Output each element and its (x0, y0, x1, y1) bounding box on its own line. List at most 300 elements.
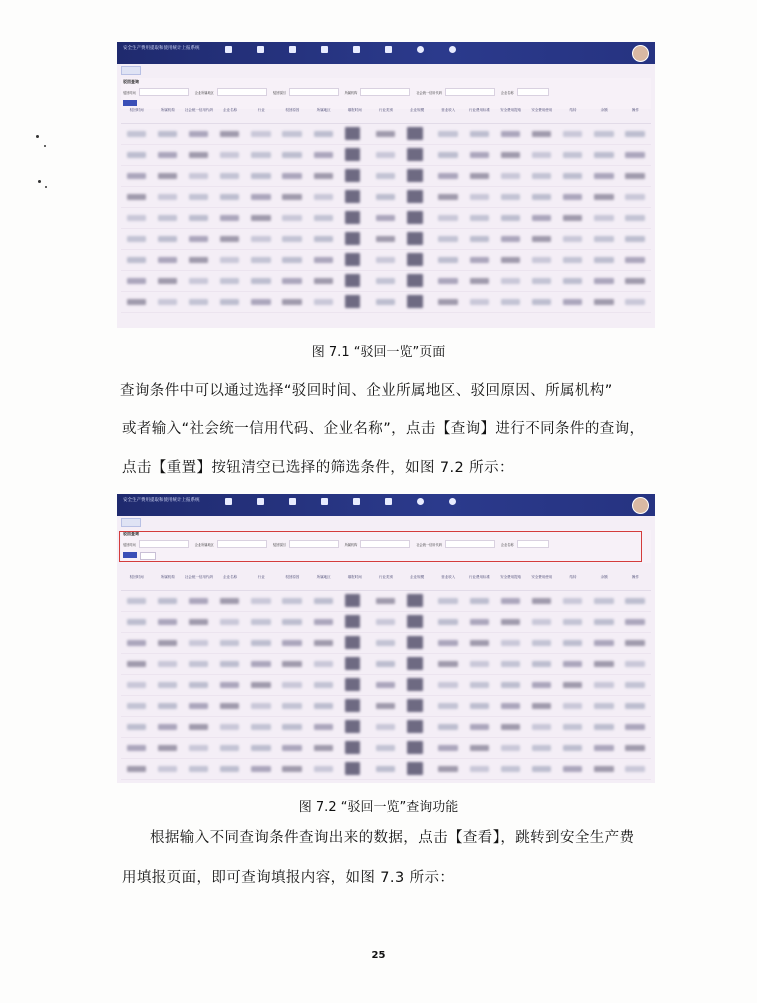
blurred-cell (501, 766, 520, 772)
blurred-cell (220, 236, 239, 242)
table-row[interactable] (121, 696, 651, 717)
blurred-cell (532, 257, 551, 263)
blurred-cell (158, 619, 177, 625)
blurred-cell (532, 619, 551, 625)
blurred-cell (127, 299, 146, 305)
blurred-cell (376, 215, 395, 221)
column-header: 行业费用标准 (468, 574, 490, 579)
blurred-cell (376, 257, 395, 263)
blurred-cell (345, 211, 361, 224)
blurred-cell (127, 766, 146, 772)
blurred-cell (407, 699, 423, 712)
blurred-cell (251, 745, 270, 751)
table-row[interactable] (121, 250, 651, 271)
blurred-cell (438, 745, 457, 751)
blurred-cell (470, 661, 489, 667)
blurred-cell (345, 190, 361, 203)
filter-region[interactable]: 企业所属地区 (195, 540, 267, 548)
blurred-cell (563, 278, 582, 284)
blurred-cell (282, 173, 301, 179)
blurred-cell (438, 703, 457, 709)
blurred-cell (407, 190, 423, 203)
blurred-cell (438, 724, 457, 730)
blurred-cell (189, 173, 208, 179)
blurred-cell (345, 762, 361, 775)
blurred-cell (438, 640, 457, 646)
avatar[interactable] (632, 497, 649, 514)
blurred-cell (314, 236, 333, 242)
blurred-cell (563, 152, 582, 158)
filter-credit-code[interactable]: 社会统一信用代码 (416, 540, 495, 548)
file-icon[interactable] (279, 498, 305, 507)
column-header: 所属地区 (316, 107, 331, 112)
blurred-cell (470, 703, 489, 709)
doc-icon[interactable] (247, 46, 273, 55)
blurred-cell (438, 152, 457, 158)
filter-org[interactable]: 所属机构 (345, 540, 411, 548)
blurred-cell (532, 724, 551, 730)
blurred-cell (594, 152, 613, 158)
blurred-cell (127, 194, 146, 200)
column-header: 行业 (257, 574, 265, 579)
blurred-cell (563, 619, 582, 625)
blurred-cell (251, 682, 270, 688)
blurred-cell (127, 661, 146, 667)
figure-7-1-screenshot (117, 42, 655, 328)
blurred-cell (625, 236, 644, 242)
blurred-cell (563, 703, 582, 709)
blurred-cell (127, 131, 146, 137)
blurred-cell (251, 724, 270, 730)
blurred-cell (470, 215, 489, 221)
blurred-cell (407, 636, 423, 649)
blurred-cell (189, 745, 208, 751)
blurred-cell (594, 619, 613, 625)
blurred-cell (127, 236, 146, 242)
breadcrumb-tab[interactable] (121, 518, 141, 527)
column-header: 营业收入 (441, 574, 456, 579)
blurred-cell (282, 766, 301, 772)
blurred-cell (407, 295, 423, 308)
blurred-cell (532, 152, 551, 158)
column-header: 结转 (569, 574, 577, 579)
margin-mark (36, 135, 39, 138)
table-row[interactable] (121, 633, 651, 654)
blurred-cell (470, 640, 489, 646)
blurred-cell (594, 257, 613, 263)
blurred-cell (594, 682, 613, 688)
blurred-cell (345, 657, 361, 670)
blurred-cell (470, 766, 489, 772)
blurred-cell (314, 745, 333, 751)
blurred-cell (532, 703, 551, 709)
file-icon[interactable] (279, 46, 305, 55)
blurred-cell (407, 232, 423, 245)
blurred-cell (158, 152, 177, 158)
blurred-cell (594, 766, 613, 772)
blurred-cell (282, 703, 301, 709)
blurred-cell (501, 131, 520, 137)
blurred-cell (470, 724, 489, 730)
blurred-cell (158, 598, 177, 604)
blurred-cell (532, 299, 551, 305)
blurred-cell (438, 215, 457, 221)
table-row[interactable] (121, 738, 651, 759)
blurred-cell (345, 741, 361, 754)
table-row[interactable] (121, 166, 651, 187)
paragraph-line: 点击【重置】按钮清空已选择的筛选条件，如图 7.2 所示： (122, 460, 514, 476)
blurred-cell (563, 236, 582, 242)
blurred-cell (127, 152, 146, 158)
column-header: 安全费用使用 (531, 107, 553, 112)
blurred-cell (470, 257, 489, 263)
blurred-cell (407, 762, 423, 775)
blurred-cell (220, 766, 239, 772)
column-header: 操作 (631, 574, 639, 579)
blurred-cell (282, 131, 301, 137)
blurred-cell (501, 661, 520, 667)
filter-org[interactable]: 所属机构 (345, 88, 411, 96)
table-row[interactable] (121, 208, 651, 229)
filter-region[interactable]: 企业所属地区 (195, 88, 267, 96)
blurred-cell (501, 152, 520, 158)
blurred-cell (563, 766, 582, 772)
table-row[interactable] (121, 759, 651, 780)
blurred-cell (594, 598, 613, 604)
blurred-cell (220, 745, 239, 751)
column-header: 所属地区 (316, 574, 331, 579)
blurred-cell (470, 152, 489, 158)
column-header: 结转 (569, 107, 577, 112)
blurred-cell (563, 257, 582, 263)
blurred-cell (251, 131, 270, 137)
blurred-cell (532, 682, 551, 688)
column-header: 行业费用标准 (468, 107, 490, 112)
blurred-cell (594, 724, 613, 730)
blurred-cell (158, 215, 177, 221)
blurred-cell (438, 661, 457, 667)
table-row[interactable] (121, 591, 651, 612)
blurred-cell (127, 724, 146, 730)
breadcrumb-tab[interactable] (121, 66, 141, 75)
reject-table (121, 97, 651, 313)
column-header: 驳回原因 (285, 107, 300, 112)
table-header (121, 564, 651, 591)
blurred-cell (470, 745, 489, 751)
blurred-cell (625, 278, 644, 284)
blurred-cell (314, 619, 333, 625)
reject-table (121, 564, 651, 780)
blurred-cell (501, 299, 520, 305)
blurred-cell (251, 257, 270, 263)
app-navbar (117, 42, 655, 64)
table-row[interactable] (121, 675, 651, 696)
blurred-cell (625, 745, 644, 751)
blurred-cell (563, 661, 582, 667)
figure-caption-2: 图 7.2 “驳回一览”查询功能 (298, 800, 459, 815)
blurred-cell (282, 619, 301, 625)
blurred-cell (189, 236, 208, 242)
blurred-cell (127, 278, 146, 284)
blurred-cell (127, 745, 146, 751)
blurred-cell (594, 215, 613, 221)
blurred-cell (563, 724, 582, 730)
blurred-cell (532, 173, 551, 179)
column-header: 行业类别 (378, 107, 393, 112)
blurred-cell (251, 299, 270, 305)
doc-icon[interactable] (311, 498, 337, 507)
filter-company[interactable]: 企业名称 (501, 88, 549, 96)
gear-icon[interactable] (439, 498, 465, 507)
help-icon[interactable] (407, 46, 433, 55)
blurred-cell (376, 598, 395, 604)
blurred-cell (251, 661, 270, 667)
blurred-cell (220, 724, 239, 730)
blurred-cell (501, 724, 520, 730)
app-title: 安全生产费用提取和使用统计上报系统 (123, 498, 200, 503)
blurred-cell (625, 640, 644, 646)
blurred-cell (532, 640, 551, 646)
filter-credit-code[interactable]: 社会统一信用代码 (416, 88, 495, 96)
blurred-cell (470, 619, 489, 625)
blurred-cell (345, 720, 361, 733)
blurred-cell (594, 194, 613, 200)
column-header: 填报时间 (347, 107, 362, 112)
blurred-cell (314, 299, 333, 305)
blurred-cell (158, 278, 177, 284)
blurred-cell (501, 278, 520, 284)
blurred-cell (314, 598, 333, 604)
blurred-cell (376, 299, 395, 305)
blurred-cell (376, 152, 395, 158)
blurred-cell (251, 215, 270, 221)
blurred-cell (470, 131, 489, 137)
blurred-cell (127, 640, 146, 646)
blurred-cell (220, 131, 239, 137)
blurred-cell (376, 640, 395, 646)
blurred-cell (158, 724, 177, 730)
blurred-cell (251, 640, 270, 646)
blurred-cell (532, 661, 551, 667)
blurred-cell (594, 640, 613, 646)
blurred-cell (314, 724, 333, 730)
blurred-cell (438, 194, 457, 200)
blurred-cell (314, 173, 333, 179)
column-header: 企业规模 (410, 574, 425, 579)
blurred-cell (189, 682, 208, 688)
paragraph-line: 用填报页面，即可查询填报内容，如图 7.3 所示： (122, 870, 455, 886)
blurred-cell (376, 619, 395, 625)
blurred-cell (127, 215, 146, 221)
blurred-cell (625, 661, 644, 667)
table-icon[interactable] (375, 498, 401, 507)
blurred-cell (438, 131, 457, 137)
filter-company[interactable]: 企业名称 (501, 540, 549, 548)
blurred-cell (501, 619, 520, 625)
table-row[interactable] (121, 187, 651, 208)
filter-reject-time[interactable]: 驳回时间 (123, 540, 189, 548)
blurred-cell (594, 745, 613, 751)
blurred-cell (594, 278, 613, 284)
blurred-cell (127, 173, 146, 179)
blurred-cell (625, 194, 644, 200)
blurred-cell (189, 194, 208, 200)
blurred-cell (220, 215, 239, 221)
blurred-cell (282, 724, 301, 730)
blurred-cell (501, 173, 520, 179)
blurred-cell (220, 661, 239, 667)
column-header: 操作 (631, 107, 639, 112)
blurred-cell (189, 257, 208, 263)
blurred-cell (282, 278, 301, 284)
blurred-cell (127, 598, 146, 604)
blurred-cell (407, 127, 423, 140)
blurred-cell (625, 257, 644, 263)
figure-caption-1: 图 7.1 “驳回一览”页面 (311, 345, 446, 360)
table-row[interactable] (121, 654, 651, 675)
chart-icon[interactable] (343, 46, 369, 55)
blurred-cell (345, 615, 361, 628)
blurred-cell (345, 232, 361, 245)
blurred-cell (563, 215, 582, 221)
blurred-cell (314, 131, 333, 137)
blurred-cell (501, 703, 520, 709)
blurred-cell (282, 257, 301, 263)
blurred-cell (158, 131, 177, 137)
blurred-cell (376, 703, 395, 709)
table-row[interactable] (121, 612, 651, 633)
blurred-cell (376, 724, 395, 730)
blurred-cell (251, 619, 270, 625)
blurred-cell (345, 148, 361, 161)
blurred-cell (563, 745, 582, 751)
margin-mark (45, 186, 47, 188)
blurred-cell (158, 194, 177, 200)
blurred-cell (314, 152, 333, 158)
table-row[interactable] (121, 145, 651, 166)
blurred-cell (438, 257, 457, 263)
paragraph-line: 或者输入“社会统一信用代码、企业名称”，点击【查询】进行不同条件的查询， (122, 421, 645, 437)
blurred-cell (470, 278, 489, 284)
blurred-cell (189, 152, 208, 158)
blurred-cell (625, 299, 644, 305)
blurred-cell (407, 657, 423, 670)
blurred-cell (251, 703, 270, 709)
blurred-cell (532, 194, 551, 200)
panel-title: 驳回查询 (123, 531, 139, 536)
table-row[interactable] (121, 124, 651, 145)
blurred-cell (470, 299, 489, 305)
blurred-cell (625, 598, 644, 604)
blurred-cell (532, 236, 551, 242)
blurred-cell (282, 299, 301, 305)
blurred-cell (376, 278, 395, 284)
blurred-cell (314, 215, 333, 221)
blurred-cell (189, 215, 208, 221)
blurred-cell (376, 766, 395, 772)
blurred-cell (470, 194, 489, 200)
blurred-cell (532, 278, 551, 284)
help-icon[interactable] (407, 498, 433, 507)
gear-icon[interactable] (439, 46, 465, 55)
chart-icon[interactable] (343, 498, 369, 507)
table-row[interactable] (121, 292, 651, 313)
table-icon[interactable] (375, 46, 401, 55)
margin-mark (38, 180, 41, 183)
blurred-cell (314, 194, 333, 200)
blurred-cell (438, 173, 457, 179)
filter-reject-time[interactable]: 驳回时间 (123, 88, 189, 96)
blurred-cell (189, 703, 208, 709)
blurred-cell (376, 131, 395, 137)
blurred-cell (407, 594, 423, 607)
table-row[interactable] (121, 229, 651, 250)
blurred-cell (158, 640, 177, 646)
blurred-cell (438, 766, 457, 772)
filter-reason[interactable]: 驳回原因 (273, 88, 339, 96)
blurred-cell (625, 173, 644, 179)
blurred-cell (438, 619, 457, 625)
column-header: 所属机构 (160, 107, 175, 112)
grid-icon[interactable] (215, 46, 241, 55)
blurred-cell (282, 661, 301, 667)
blurred-cell (189, 619, 208, 625)
grid-icon[interactable] (215, 498, 241, 507)
blurred-cell (158, 236, 177, 242)
blurred-cell (220, 703, 239, 709)
blurred-cell (189, 278, 208, 284)
doc-icon[interactable] (247, 498, 273, 507)
blurred-cell (158, 745, 177, 751)
blurred-cell (594, 703, 613, 709)
blurred-cell (376, 236, 395, 242)
blurred-cell (532, 745, 551, 751)
blurred-cell (158, 766, 177, 772)
blurred-cell (625, 619, 644, 625)
column-header: 企业名称 (223, 107, 238, 112)
blurred-cell (594, 661, 613, 667)
blurred-cell (376, 682, 395, 688)
blurred-cell (501, 745, 520, 751)
column-header: 安全费用提取 (500, 574, 522, 579)
blurred-cell (251, 236, 270, 242)
filter-reason[interactable]: 驳回原因 (273, 540, 339, 548)
blurred-cell (282, 236, 301, 242)
column-header: 社会统一信用代码 (184, 107, 213, 112)
blurred-cell (407, 148, 423, 161)
column-header: 驳回原因 (285, 574, 300, 579)
blurred-cell (407, 274, 423, 287)
blurred-cell (501, 598, 520, 604)
column-header: 所属机构 (160, 574, 175, 579)
avatar[interactable] (632, 45, 649, 62)
blurred-cell (282, 194, 301, 200)
blurred-cell (563, 131, 582, 137)
table-row[interactable] (121, 271, 651, 292)
blurred-cell (158, 661, 177, 667)
blurred-cell (220, 278, 239, 284)
blurred-cell (470, 682, 489, 688)
table-row[interactable] (121, 717, 651, 738)
blurred-cell (314, 682, 333, 688)
blurred-cell (220, 173, 239, 179)
blurred-cell (251, 278, 270, 284)
blurred-cell (220, 194, 239, 200)
blurred-cell (282, 215, 301, 221)
blurred-cell (158, 682, 177, 688)
doc-icon[interactable] (311, 46, 337, 55)
blurred-cell (345, 636, 361, 649)
